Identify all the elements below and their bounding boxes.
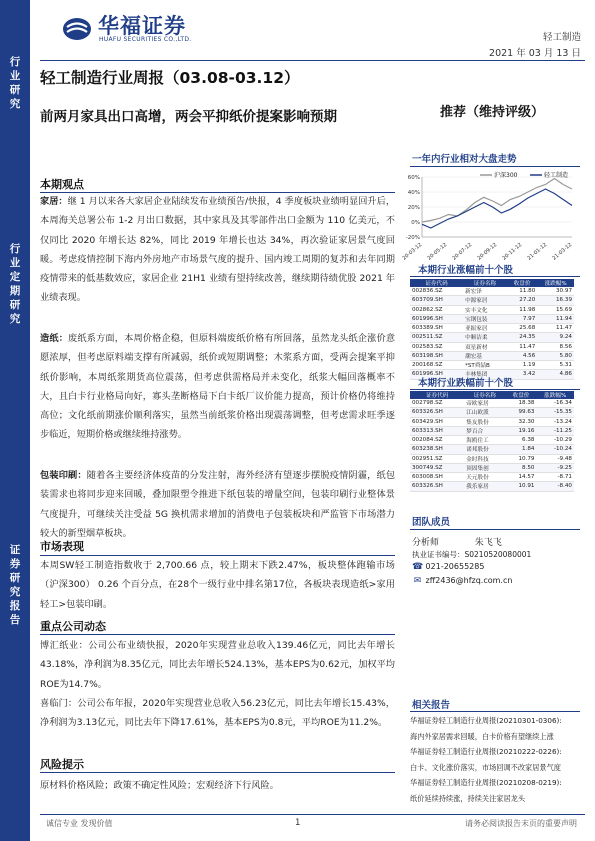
- risk-divider: [40, 772, 395, 773]
- company-name: 华福证券: [98, 14, 186, 38]
- gainers-table: [410, 279, 574, 380]
- package-paragraph: [40, 466, 395, 543]
- gainers-cell: 603198.SH: [410, 351, 463, 360]
- footer-divider: [40, 814, 585, 815]
- table-row: [410, 445, 574, 454]
- losers-cell: 1.84: [505, 445, 536, 454]
- losers-cell: 14.57: [505, 473, 536, 482]
- risk-heading: 风险提示: [40, 758, 84, 771]
- gainers-cell: 200168.SZ: [410, 361, 463, 370]
- losers-cell: 99.63: [505, 408, 536, 417]
- gainers-cell: 潮宏基: [463, 351, 507, 360]
- gainers-header-0: 证券代码: [410, 279, 463, 287]
- gainers-cell: 1.19: [507, 361, 537, 370]
- market-paragraph: 本周SW轻工制造指数收于 2,700.66 点，较上期末下跌2.47%，板块整体跑输市场（沪深300） 0.26 个百分点，在28个一级行业中排名第17位，各板块表现造纸>家用轻工>包装印刷。: [40, 560, 395, 610]
- left-sidebar: [0, 0, 30, 841]
- home-label: 家居：: [40, 196, 68, 207]
- gainers-cell: 24.35: [507, 333, 537, 342]
- losers-cell: 诺邦股份: [464, 445, 505, 454]
- losers-cell: -10.24: [536, 445, 574, 454]
- chart-y-tick-label: 40%: [407, 190, 420, 196]
- gainers-cell: 27.20: [507, 296, 537, 305]
- losers-cell: 集友股份: [464, 417, 505, 426]
- chart-legend-label: 沪深300: [494, 172, 518, 179]
- email-row[interactable]: [412, 576, 512, 586]
- gainers-cell: 11.80: [507, 287, 537, 296]
- analyst-cert: 执业证书编号：S0210520080001: [412, 550, 532, 559]
- phone-number: 021-20655285: [425, 562, 485, 571]
- gainers-cell: 002836.SZ: [410, 287, 463, 296]
- chart-x-tick-label: 20-09-12: [476, 241, 499, 262]
- phone-row: [412, 562, 484, 572]
- related-list: [410, 713, 580, 807]
- table-row: [410, 314, 574, 323]
- home-paragraph: [40, 192, 395, 308]
- losers-cell: 海鸥住工: [464, 436, 505, 445]
- gainers-cell: 4.86: [537, 370, 574, 379]
- company-heading: 重点公司动态: [40, 620, 106, 633]
- gainers-header-3: 涨跌幅%: [537, 279, 574, 287]
- paper-text: 废纸系方面，本周价格企稳，但原料端废纸价格有所回落，虽然龙头纸企涨价意愿浓厚，但考虑原料端支撑有所减弱，纸价或短期调整；木浆系方面，受两会提案平抑纸价影响，本周纸浆期货高位震荡，但考虑供需格局并未变化，纸浆大幅回落概率不大，且白卡行业格局向好，寡头垄断格局下白卡纸厂议价能力提高，预计价格仍将维持高位；文化纸前期涨价顺利落实，虽然当前纸浆价格出现震荡调整，但考虑需求旺季逐步临近，短期价格或继续维持涨势。: [40, 333, 396, 441]
- company-name-en: HUAFU SECURITIES CO.,LTD.: [99, 36, 192, 43]
- losers-cell: 顶固集创: [464, 463, 505, 472]
- gainers-cell: *ST舜喆B: [463, 361, 507, 370]
- chart-x-tick-label: 20-05-12: [426, 241, 449, 262]
- report-date: 2021 年 03 月 13 日: [489, 48, 581, 59]
- gainers-cell: 002583.SZ: [410, 342, 463, 351]
- gainers-cell: 16.39: [537, 296, 574, 305]
- losers-cell: -9.48: [536, 454, 574, 463]
- company-paragraph-1: 博汇纸业：公司公布业绩快报，2020年实现营业总收入139.46亿元，同比去年增长43.18%，净利润为8.35亿元，同比去年增长524.13%，基本EPS为0.62元，加权平均ROE为14.7%。: [40, 640, 395, 690]
- footer-disclaimer: 请务必阅读报告末页的重要声明: [465, 819, 577, 828]
- gainers-cell: 11.94: [537, 314, 574, 323]
- gainers-cell: 7.97: [507, 314, 537, 323]
- gainers-divider: [410, 276, 580, 277]
- chart-series-line-0: [422, 179, 572, 223]
- home-text: 继 1 月以来各大家居企业陆续发布业绩预告/快报，4 季度板块业绩明显回升后，本周海关总署公布 1-2 月出口数据，其中家具及其零部件出口金额为 110 亿美元，不仅同比 2020 年增长达 82%，同比 2019 年增长也达 34%，再次验证家居景气度回暖。考虑疫情控制下海内外房地产市场景气度的提升、国内竣工周期的复苏和去年同期疫情带来的低基数效应，家居企业 21H1 业绩有望持续改善，继续期待绩优股 2021 年业绩表现。: [40, 196, 396, 304]
- gainers-cell: 603389.SH: [410, 324, 463, 333]
- losers-cell: 300749.SZ: [410, 463, 464, 472]
- related-report-3-desc: 纸价延续持续涨，持续关注家居龙头: [410, 793, 526, 803]
- related-report-2-desc: 白卡、文化涨价落实，市场回调不改家居景气度: [410, 762, 561, 772]
- table-row: [410, 351, 574, 360]
- losers-header-0: 证券代码: [410, 391, 464, 399]
- gainers-cell: 15.69: [537, 305, 574, 314]
- views-heading: 本期观点: [40, 178, 84, 191]
- table-row: [410, 333, 574, 342]
- related-report-1-desc: 海内外家居需求回暖，白卡价格有望继续上涨: [410, 731, 554, 741]
- chart-x-tick-label: 21-03-12: [551, 241, 574, 262]
- losers-header-1: 证券名称: [464, 391, 505, 399]
- losers-header-2: 收盘价: [505, 391, 536, 399]
- gainers-cell: 丰林集团: [463, 370, 507, 379]
- related-report-1[interactable]: 华福证券轻工制造行业周报(20210301-0306):: [410, 716, 562, 725]
- analyst-row: [412, 535, 502, 548]
- losers-cell: 603429.SH: [410, 417, 464, 426]
- losers-cell: 603008.SH: [410, 473, 464, 482]
- losers-cell: -16.34: [536, 399, 574, 408]
- losers-cell: -8.71: [536, 473, 574, 482]
- gainers-cell: 中源家居: [463, 296, 507, 305]
- trend-chart: [400, 167, 580, 265]
- gainers-cell: 实丰文化: [463, 305, 507, 314]
- losers-header-3: 涨跌幅%: [536, 391, 574, 399]
- losers-cell: 603326.SH: [410, 482, 464, 491]
- package-label: 包装印刷：: [40, 470, 87, 481]
- gainers-cell: 5.80: [537, 351, 574, 360]
- chart-y-tick-label: 20%: [407, 205, 420, 211]
- report-title: 轻工制造行业周报（03.08-03.12）: [40, 69, 300, 87]
- losers-cell: 江山欧派: [464, 408, 505, 417]
- table-row: [410, 399, 574, 408]
- table-row: [410, 463, 574, 472]
- losers-cell: 帝欧家居: [464, 399, 505, 408]
- table-row: [410, 324, 574, 333]
- company-logo-icon: [62, 14, 92, 44]
- gainers-cell: 新宏泽: [463, 287, 507, 296]
- market-heading: 市场表现: [40, 540, 84, 553]
- sidebar-section-periodic: 行业定期研究: [9, 243, 21, 325]
- losers-cell: -8.40: [536, 482, 574, 491]
- gainers-cell: 宝钢包装: [463, 314, 507, 323]
- analyst-name: 朱飞飞: [474, 538, 502, 548]
- table-row: [410, 426, 574, 435]
- paper-paragraph: [40, 329, 395, 445]
- rating-label: 推荐（维持评级）: [440, 105, 545, 120]
- sidebar-section-research: 行业研究: [9, 56, 21, 110]
- gainers-cell: 9.24: [537, 333, 574, 342]
- related-report-2[interactable]: 华福证券轻工制造行业周报(20210222-0226):: [410, 747, 562, 757]
- losers-cell: 10.91: [505, 482, 536, 491]
- gainers-cell: 11.47: [507, 342, 537, 351]
- related-divider: [410, 711, 580, 712]
- gainers-cell: 中顺洁柔: [463, 333, 507, 342]
- losers-table: [410, 391, 574, 492]
- company-divider: [40, 634, 395, 635]
- email-icon: ✉: [413, 576, 422, 586]
- gainers-cell: 3.42: [507, 370, 537, 379]
- gainers-cell: 11.98: [507, 305, 537, 314]
- gainers-cell: 30.97: [537, 287, 574, 296]
- gainers-cell: 002862.SZ: [410, 305, 463, 314]
- chart-x-tick-label: 20-11-12: [501, 241, 524, 262]
- email-address[interactable]: zff2436@hfzq.com.cn: [425, 576, 513, 585]
- losers-cell: 19.16: [505, 426, 536, 435]
- losers-cell: 天元股份: [464, 473, 505, 482]
- losers-cell: -13.24: [536, 417, 574, 426]
- chart-x-tick-label: 20-07-12: [451, 241, 474, 262]
- losers-cell: 32.30: [505, 417, 536, 426]
- table-row: [410, 361, 574, 370]
- gainers-header-1: 证券名称: [463, 279, 507, 287]
- gainers-title: 本期行业涨幅前十个股: [418, 265, 514, 276]
- chart-x-tick-label: 21-01-12: [526, 241, 549, 262]
- related-report-3[interactable]: 华福证券轻工制造行业周报(20210208-0219):: [410, 778, 562, 788]
- losers-cell: 8.50: [505, 463, 536, 472]
- gainers-cell: 601996.SH: [410, 370, 463, 379]
- losers-title: 本期行业跌幅前十个股: [418, 378, 514, 389]
- related-title: 相关报告: [412, 700, 451, 711]
- chart-y-tick-label: 0%: [411, 220, 420, 226]
- table-row: [410, 473, 574, 482]
- page-number: 1: [295, 818, 301, 828]
- industry-label: 轻工制造: [542, 32, 581, 43]
- table-row: [410, 287, 574, 296]
- losers-cell: 10.79: [505, 454, 536, 463]
- gainers-cell: 603709.SH: [410, 296, 463, 305]
- losers-cell: 603238.SH: [410, 445, 464, 454]
- chart-y-tick-label: -20%: [405, 235, 420, 241]
- gainers-header-2: 收盘价: [507, 279, 537, 287]
- table-row: [410, 454, 574, 463]
- losers-cell: -11.25: [536, 426, 574, 435]
- gainers-cell: 双星新材: [463, 342, 507, 351]
- gainers-cell: 601996.SH: [410, 314, 463, 323]
- chart-block-title: 一年内行业相对大盘走势: [412, 154, 517, 165]
- footer-slogan: 诚信专业 发现价值: [46, 819, 113, 828]
- losers-divider: [410, 389, 580, 390]
- losers-cell: 002951.SZ: [410, 454, 464, 463]
- header-divider: [40, 60, 585, 61]
- losers-cell: 18.38: [505, 399, 536, 408]
- losers-cell: 002084.SZ: [410, 436, 464, 445]
- table-row: [410, 296, 574, 305]
- phone-icon: ☎: [412, 562, 424, 572]
- table-row: [410, 305, 574, 314]
- gainers-cell: 002511.SZ: [410, 333, 463, 342]
- table-row: [410, 482, 574, 491]
- losers-cell: 6.38: [505, 436, 536, 445]
- gainers-cell: 11.47: [537, 324, 574, 333]
- losers-cell: 金时科技: [464, 454, 505, 463]
- package-text: 随着各主要经济体疫苗的分发注射，海外经济有望逐步摆脱疫情阴霾，纸包装需求也将同步迎来回暖，叠加限塑令推进下纸包装的增量空间，包装印刷行业整体景气度提升，可继续关注受益 5G 换机需求增加的消费电子包装板块和严监管下市场潜力较大的新型烟草板块。: [40, 470, 396, 539]
- losers-cell: -15.35: [536, 408, 574, 417]
- gainers-cell: 25.68: [507, 324, 537, 333]
- company-paragraph-2: 喜临门：公司公布年报，2020年实现营业总收入56.23亿元，同比去年增长15.43%，净利润为3.13亿元，同比去年下降17.61%，基本EPS为0.8元，平均ROE为11.2%。: [40, 698, 395, 729]
- risk-paragraph: 原材料价格风险；政策不确定性风险；宏观经济下行风险。: [40, 780, 279, 791]
- report-subtitle: 前两月家具出口高增，两会平抑纸价提案影响预期: [40, 109, 337, 125]
- gainers-cell: 亚振家居: [463, 324, 507, 333]
- paper-label: 造纸：: [40, 333, 69, 344]
- table-row: [410, 436, 574, 445]
- sidebar-section-securities: 证券研究报告: [9, 544, 21, 626]
- gainers-cell: 5.31: [537, 361, 574, 370]
- team-divider: [410, 529, 580, 530]
- losers-cell: 603313.SH: [410, 426, 464, 435]
- team-title: 团队成员: [412, 517, 451, 528]
- gainers-cell: 8.56: [537, 342, 574, 351]
- chart-x-tick-label: 20-03-12: [401, 241, 424, 262]
- losers-cell: 002798.SZ: [410, 399, 464, 408]
- chart-legend-label: 轻工制造: [544, 172, 569, 179]
- losers-cell: 603326.SH: [410, 408, 464, 417]
- gainers-cell: 4.56: [507, 351, 537, 360]
- losers-cell: -10.29: [536, 436, 574, 445]
- chart-y-tick-label: 60%: [407, 175, 420, 181]
- table-row: [410, 408, 574, 417]
- losers-cell: -9.25: [536, 463, 574, 472]
- table-row: [410, 342, 574, 351]
- losers-cell: 我乐家居: [464, 482, 505, 491]
- losers-cell: 梦百合: [464, 426, 505, 435]
- analyst-label: 分析师: [412, 538, 440, 548]
- table-row: [410, 417, 574, 426]
